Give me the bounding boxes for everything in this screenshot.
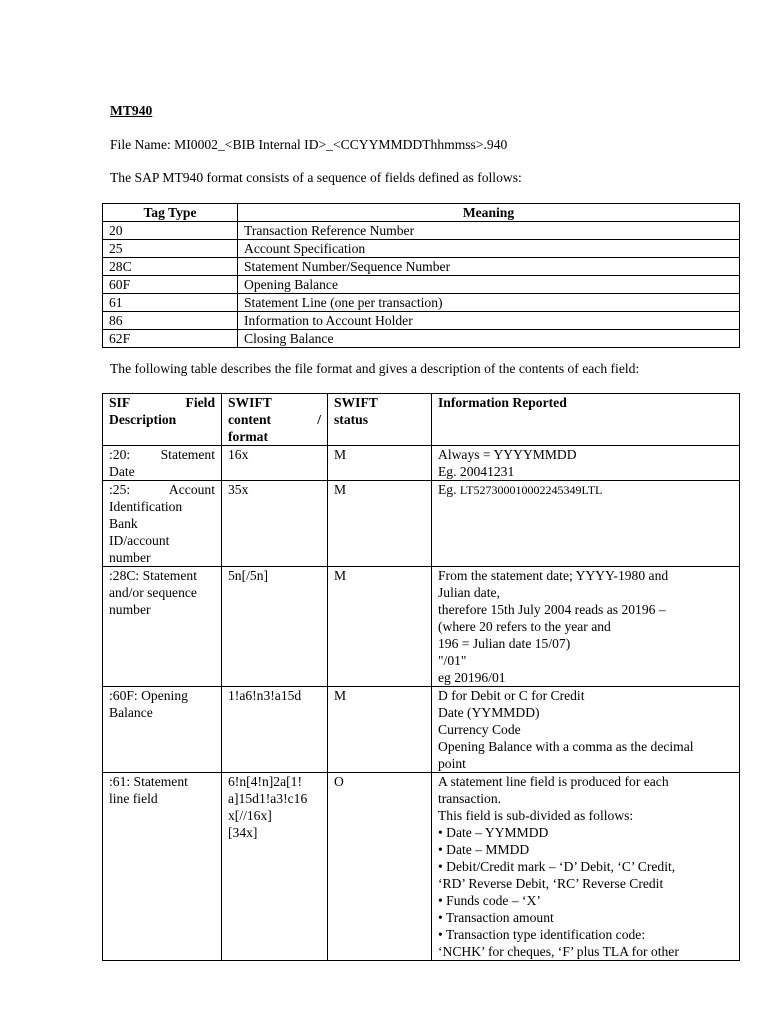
sif-cell: :60F: Opening Balance: [103, 687, 222, 773]
table-row: [103, 330, 740, 348]
intro-paragraph: The SAP MT940 format consists of a sequence of fields defined as follows:: [110, 170, 522, 185]
filename-line: File Name: MI0002_<BIB Internal ID>_<CCYYMMDDThhmmss>.940: [110, 137, 508, 152]
tag-cell: 25: [103, 240, 238, 258]
sif-cell: :61: Statement line field: [103, 773, 222, 961]
swift-status-cell: M: [328, 481, 432, 567]
document-title: MT940: [110, 103, 153, 118]
swift-content-cell: 16x: [222, 446, 328, 481]
table-row: [103, 276, 740, 294]
swift-status-cell: M: [328, 446, 432, 481]
swift-status-cell: M: [328, 687, 432, 773]
meaning-cell: Transaction Reference Number: [238, 222, 740, 240]
meaning-cell: Account Specification: [238, 240, 740, 258]
table-row: [103, 687, 740, 773]
information-reported-header: Information Reported: [432, 394, 740, 446]
table-row: [103, 773, 740, 961]
swift-status-header: SWIFT status: [328, 394, 432, 446]
meaning-cell: Statement Line (one per transaction): [238, 294, 740, 312]
information-cell: Always = YYYYMMDD Eg. 20041231: [432, 446, 740, 481]
tag-cell: 61: [103, 294, 238, 312]
tag-cell: 62F: [103, 330, 238, 348]
swift-status-cell: M: [328, 567, 432, 687]
swift-content-header: SWIFT content / format: [222, 394, 328, 446]
table2-intro-paragraph: The following table describes the file format and gives a description of the contents of each field:: [110, 361, 640, 376]
table-row: [103, 567, 740, 687]
tag-table-header-row: [103, 204, 740, 222]
tag-cell: 60F: [103, 276, 238, 294]
swift-status-cell: O: [328, 773, 432, 961]
swift-content-cell: 5n[/5n]: [222, 567, 328, 687]
tag-type-header: Tag Type: [103, 204, 238, 222]
tag-type-table: [102, 203, 740, 348]
field-description-table: [102, 393, 740, 961]
table-row: [103, 312, 740, 330]
table-row: [103, 240, 740, 258]
information-cell: Eg. LT527300010002245349LTL: [432, 481, 740, 567]
sif-cell: :20: Statement Date: [103, 446, 222, 481]
meaning-cell: Opening Balance: [238, 276, 740, 294]
meaning-header: Meaning: [238, 204, 740, 222]
table-row: [103, 294, 740, 312]
account-example: LT527300010002245349LTL: [459, 483, 603, 497]
swift-content-cell: 6!n[4!n]2a[1! a]15d1!a3!c16 x[//16x] [34x]: [222, 773, 328, 961]
tag-cell: 20: [103, 222, 238, 240]
table-row: [103, 258, 740, 276]
tag-cell: 86: [103, 312, 238, 330]
sif-field-description-header: SIF Field Description: [103, 394, 222, 446]
meaning-cell: Closing Balance: [238, 330, 740, 348]
table-row: [103, 446, 740, 481]
swift-content-cell: 1!a6!n3!a15d: [222, 687, 328, 773]
meaning-cell: Information to Account Holder: [238, 312, 740, 330]
sif-cell: :25: Account Identification Bank ID/account number: [103, 481, 222, 567]
sif-cell: :28C: Statement and/or sequence number: [103, 567, 222, 687]
information-cell: A statement line field is produced for each transaction. This field is sub-divided as follows: • Date – YYMMDD • Date – MMDD • Debit/Credit mark – ‘D’ Debit, ‘C’ Credit, ‘RD’ Reverse Debit, ‘RC’ Reverse Credit • Funds code – ‘X’ • Transaction amount • Transaction type identification code: ‘NCHK’ for cheques, ‘F’ plus TLA for other: [432, 773, 740, 961]
table-row: [103, 481, 740, 567]
table-row: [103, 222, 740, 240]
meaning-cell: Statement Number/Sequence Number: [238, 258, 740, 276]
information-cell: From the statement date; YYYY-1980 and Julian date, therefore 15th July 2004 reads as 20196 – (where 20 refers to the year and 196 = Julian date 15/07) "/01" eg 20196/01: [432, 567, 740, 687]
swift-content-cell: 35x: [222, 481, 328, 567]
information-cell: D for Debit or C for Credit Date (YYMMDD) Currency Code Opening Balance with a comma as the decimal point: [432, 687, 740, 773]
field-table-header-row: [103, 394, 740, 446]
tag-cell: 28C: [103, 258, 238, 276]
